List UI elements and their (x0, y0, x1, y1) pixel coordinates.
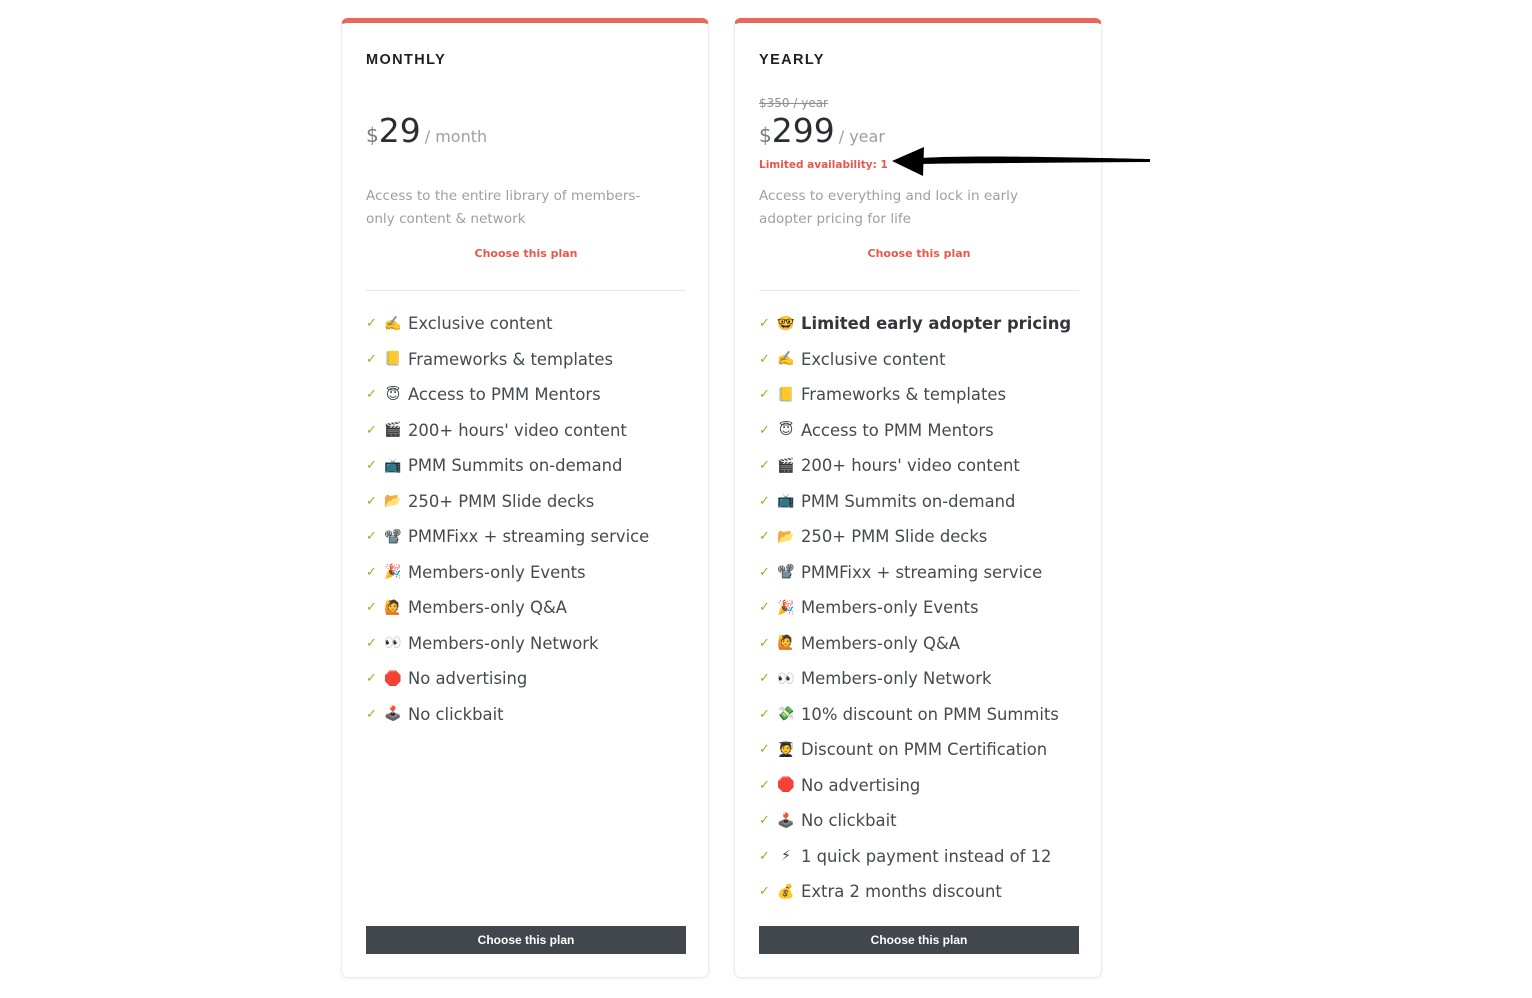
feature-label: No advertising (408, 669, 528, 689)
feature-item (366, 590, 649, 626)
check-icon: ✓ (759, 422, 770, 438)
check-icon: ✓ (759, 742, 770, 758)
feature-label: Exclusive content (408, 314, 553, 334)
feature-item (759, 590, 1071, 626)
joystick-icon: 🕹️ (384, 706, 402, 723)
angel-face-icon: 😇 (778, 422, 794, 439)
feature-label: 200+ hours' video content (801, 456, 1020, 476)
television-icon: 📺 (777, 493, 795, 510)
feature-item (759, 768, 1071, 804)
check-icon: ✓ (759, 600, 770, 616)
eyes-icon: 👀 (384, 635, 402, 652)
feature-item (759, 413, 1071, 449)
raising-hand-icon: 🙋 (777, 635, 795, 652)
feature-label: 250+ PMM Slide decks (408, 491, 595, 511)
feature-item (759, 839, 1071, 875)
check-icon: ✓ (759, 387, 770, 403)
check-icon: ✓ (759, 564, 770, 580)
check-icon: ✓ (759, 813, 770, 829)
feature-item (366, 377, 649, 413)
divider (366, 290, 686, 291)
feature-label: Members-only Network (801, 669, 992, 689)
feature-item (759, 342, 1071, 378)
money-bag-icon: 💰 (777, 883, 795, 900)
feature-label: Members-only Events (408, 562, 586, 582)
notebook-icon: 📒 (777, 386, 795, 403)
choose-plan-button[interactable]: Choose this plan (366, 926, 686, 954)
film-projector-icon: 📽️ (384, 528, 402, 545)
feature-label: Members-only Network (408, 633, 599, 653)
check-icon: ✓ (759, 529, 770, 545)
feature-item (366, 697, 649, 733)
notebook-icon: 📒 (384, 351, 402, 368)
feature-label: Exclusive content (801, 349, 946, 369)
feature-item (366, 626, 649, 662)
feature-label: Frameworks & templates (408, 349, 614, 369)
feature-label: 10% discount on PMM Summits (801, 704, 1059, 724)
feature-item (366, 661, 649, 697)
feature-item (759, 661, 1071, 697)
feature-item (366, 413, 649, 449)
feature-item (759, 484, 1071, 520)
divider (759, 290, 1079, 291)
feature-item (759, 555, 1071, 591)
check-icon: ✓ (366, 671, 377, 687)
feature-item (366, 519, 649, 555)
plan-name: YEARLY (759, 52, 825, 68)
feature-label: PMMFixx + streaming service (408, 527, 650, 547)
feature-label: 200+ hours' video content (408, 420, 627, 440)
price (759, 111, 885, 150)
price-amount: 29 (378, 111, 421, 150)
film-projector-icon: 📽️ (777, 564, 795, 581)
feature-item (759, 306, 1071, 342)
feature-item (759, 519, 1071, 555)
feature-list (366, 306, 649, 732)
check-icon: ✓ (366, 635, 377, 651)
price-period: / month (424, 127, 488, 146)
feature-label: 250+ PMM Slide decks (801, 527, 988, 547)
check-icon: ✓ (759, 458, 770, 474)
money-wings-icon: 💸 (777, 706, 795, 723)
writing-hand-icon: ✍️ (777, 351, 795, 368)
choose-plan-link[interactable]: Choose this plan (867, 247, 971, 260)
feature-item (366, 555, 649, 591)
check-icon: ✓ (366, 422, 377, 438)
feature-label: Extra 2 months discount (801, 882, 1002, 902)
monthly-plan-card (341, 18, 709, 978)
feature-label: Frameworks & templates (801, 385, 1007, 405)
feature-item (366, 484, 649, 520)
check-icon: ✓ (759, 316, 770, 332)
clapper-board-icon: 🎬 (777, 457, 795, 474)
old-price: $350 / year (759, 96, 828, 110)
stop-sign-icon: 🛑 (777, 777, 795, 794)
check-icon: ✓ (366, 458, 377, 474)
plan-description: Access to everything and lock in early adopter pricing for life (759, 188, 1018, 227)
feature-label: No clickbait (408, 704, 504, 724)
check-icon: ✓ (759, 493, 770, 509)
price-period: / year (838, 127, 885, 146)
feature-label: Access to PMM Mentors (801, 420, 994, 440)
check-icon: ✓ (366, 387, 377, 403)
check-icon: ✓ (366, 529, 377, 545)
plan-description: Access to the entire library of members-only content & network (366, 188, 641, 227)
check-icon: ✓ (759, 706, 770, 722)
feature-item (759, 732, 1071, 768)
folder-icon: 📂 (777, 528, 795, 545)
check-icon: ✓ (759, 848, 770, 864)
currency-symbol: $ (759, 123, 772, 147)
currency-symbol: $ (366, 123, 379, 147)
feature-item (366, 342, 649, 378)
feature-label: Members-only Events (801, 598, 979, 618)
feature-item (759, 448, 1071, 484)
feature-item (759, 626, 1071, 662)
feature-label: PMMFixx + streaming service (801, 562, 1043, 582)
clapper-board-icon: 🎬 (384, 422, 402, 439)
check-icon: ✓ (759, 884, 770, 900)
feature-list (759, 306, 1071, 910)
choose-plan-button[interactable]: Choose this plan (759, 926, 1079, 954)
nerd-face-icon: 🤓 (777, 315, 795, 332)
check-icon: ✓ (759, 351, 770, 367)
raising-hand-icon: 🙋 (384, 599, 402, 616)
angel-face-icon: 😇 (385, 386, 401, 403)
check-icon: ✓ (366, 316, 377, 332)
feature-label: Members-only Q&A (408, 598, 567, 618)
feature-label: PMM Summits on-demand (408, 456, 623, 476)
check-icon: ✓ (366, 706, 377, 722)
choose-plan-link[interactable]: Choose this plan (474, 247, 578, 260)
check-icon: ✓ (366, 600, 377, 616)
feature-item (366, 448, 649, 484)
feature-item (759, 803, 1071, 839)
check-icon: ✓ (759, 671, 770, 687)
arrow-annotation-icon (890, 140, 1154, 180)
writing-hand-icon: ✍️ (384, 315, 402, 332)
feature-label: Members-only Q&A (801, 633, 960, 653)
check-icon: ✓ (759, 635, 770, 651)
availability-notice: Limited availability: 1 (759, 159, 888, 171)
feature-label: No advertising (801, 775, 921, 795)
graduate-icon: 🧑‍🎓 (777, 741, 795, 758)
stop-sign-icon: 🛑 (384, 670, 402, 687)
price-amount: 299 (771, 111, 835, 150)
feature-item (759, 874, 1071, 910)
feature-label: Discount on PMM Certification (801, 740, 1048, 760)
television-icon: 📺 (384, 457, 402, 474)
feature-item (759, 377, 1071, 413)
folder-icon: 📂 (384, 493, 402, 510)
check-icon: ✓ (366, 493, 377, 509)
feature-label: No clickbait (801, 811, 897, 831)
joystick-icon: 🕹️ (777, 812, 795, 829)
party-popper-icon: 🎉 (777, 599, 795, 616)
plan-name: MONTHLY (366, 52, 447, 68)
eyes-icon: 👀 (777, 670, 795, 687)
feature-item (366, 306, 649, 342)
feature-label: Limited early adopter pricing (801, 314, 1072, 334)
check-icon: ✓ (759, 777, 770, 793)
feature-label: PMM Summits on-demand (801, 491, 1016, 511)
lightning-icon: ⚡ (781, 848, 791, 865)
party-popper-icon: 🎉 (384, 564, 402, 581)
feature-label: 1 quick payment instead of 12 (801, 846, 1052, 866)
feature-label: Access to PMM Mentors (408, 385, 601, 405)
feature-item (759, 697, 1071, 733)
check-icon: ✓ (366, 351, 377, 367)
price (366, 111, 487, 150)
check-icon: ✓ (366, 564, 377, 580)
